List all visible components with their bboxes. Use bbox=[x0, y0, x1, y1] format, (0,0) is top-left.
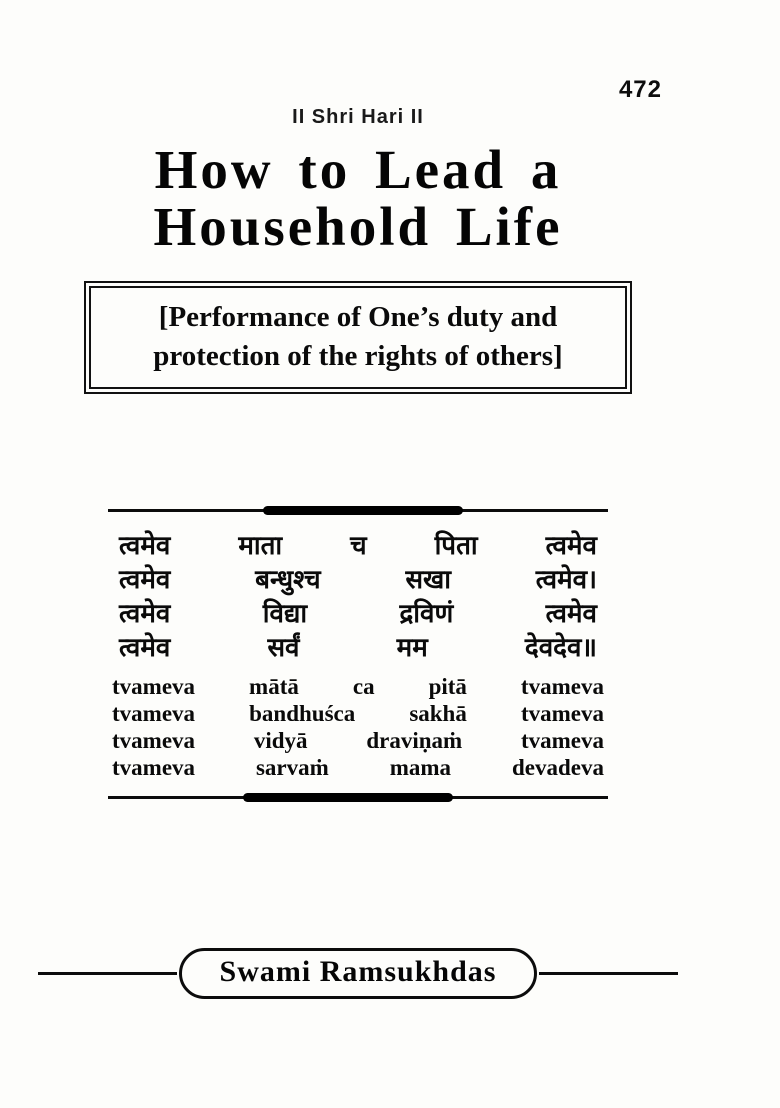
verse-row bbox=[112, 673, 604, 700]
verse-word: त्वमेव bbox=[119, 530, 171, 561]
verse-row bbox=[119, 597, 597, 631]
verse-row bbox=[112, 700, 604, 727]
verse-word: माता bbox=[238, 530, 283, 561]
verse-word: bandhuśca bbox=[249, 700, 356, 726]
verse-section bbox=[8, 506, 708, 802]
verse-word: त्वमेव। bbox=[535, 564, 597, 595]
verse-word: बन्धुश्च bbox=[255, 564, 321, 595]
author-band bbox=[8, 948, 708, 999]
verse-word: मम bbox=[396, 632, 428, 663]
rule-thick-segment bbox=[243, 793, 453, 802]
verse-word: देवदेव॥ bbox=[524, 632, 597, 663]
devanagari-verse bbox=[119, 529, 597, 665]
subtitle-line-2: protection of the rights of others] bbox=[153, 339, 563, 372]
verse-word: tvameva bbox=[112, 700, 196, 726]
verse-word: draviṇaṁ bbox=[366, 727, 463, 753]
title-line-1: How to Lead a bbox=[154, 139, 562, 200]
verse-word: tvameva bbox=[520, 700, 604, 726]
page-number: 472 bbox=[618, 76, 662, 103]
verse-word: tvameva bbox=[112, 727, 196, 753]
verse-word: mātā bbox=[249, 673, 299, 699]
verse-word: ca bbox=[352, 673, 375, 699]
verse-word: त्वमेव bbox=[119, 564, 171, 595]
book-title bbox=[8, 139, 708, 258]
transliteration-verse bbox=[112, 673, 604, 781]
verse-word: द्रविणं bbox=[399, 598, 454, 629]
verse-row bbox=[119, 631, 597, 665]
verse-word: त्वमेव bbox=[119, 632, 171, 663]
verse-word: विद्या bbox=[262, 598, 308, 629]
verse-word: tvameva bbox=[520, 727, 604, 753]
subtitle-box bbox=[84, 281, 632, 394]
author-pill bbox=[179, 948, 538, 999]
verse-word: tvameva bbox=[520, 673, 604, 699]
rule-thick-segment bbox=[263, 506, 463, 515]
top-rule bbox=[108, 506, 608, 515]
invocation: II Shri Hari II bbox=[292, 106, 424, 128]
bottom-rule bbox=[108, 793, 608, 802]
verse-word: tvameva bbox=[112, 673, 196, 699]
verse-word: त्वमेव bbox=[119, 598, 171, 629]
verse-row bbox=[112, 727, 604, 754]
verse-word: pitā bbox=[428, 673, 467, 699]
author-rule-right bbox=[539, 972, 678, 975]
verse-word: vidyā bbox=[253, 727, 308, 753]
subtitle-line-1: [Performance of One’s duty and bbox=[158, 301, 558, 334]
verse-word: tvameva bbox=[112, 754, 196, 780]
verse-word: sarvaṁ bbox=[255, 754, 329, 780]
verse-word: च bbox=[350, 530, 367, 561]
verse-word: त्वमेव bbox=[545, 530, 597, 561]
subtitle-text bbox=[89, 286, 627, 389]
verse-row bbox=[119, 529, 597, 563]
page-content bbox=[8, 106, 708, 999]
author-rule-left bbox=[38, 972, 177, 975]
verse-word: पिता bbox=[434, 530, 478, 561]
title-line-2: Household Life bbox=[153, 196, 563, 258]
verse-word: devadeva bbox=[512, 754, 604, 780]
verse-word: सर्वं bbox=[267, 632, 300, 663]
verse-word: सखा bbox=[405, 564, 452, 595]
author-name: Swami Ramsukhdas bbox=[219, 954, 497, 988]
verse-row bbox=[119, 563, 597, 597]
verse-word: mama bbox=[389, 754, 452, 780]
verse-word: त्वमेव bbox=[545, 598, 597, 629]
verse-row bbox=[112, 754, 604, 781]
verse-word: sakhā bbox=[409, 700, 467, 726]
